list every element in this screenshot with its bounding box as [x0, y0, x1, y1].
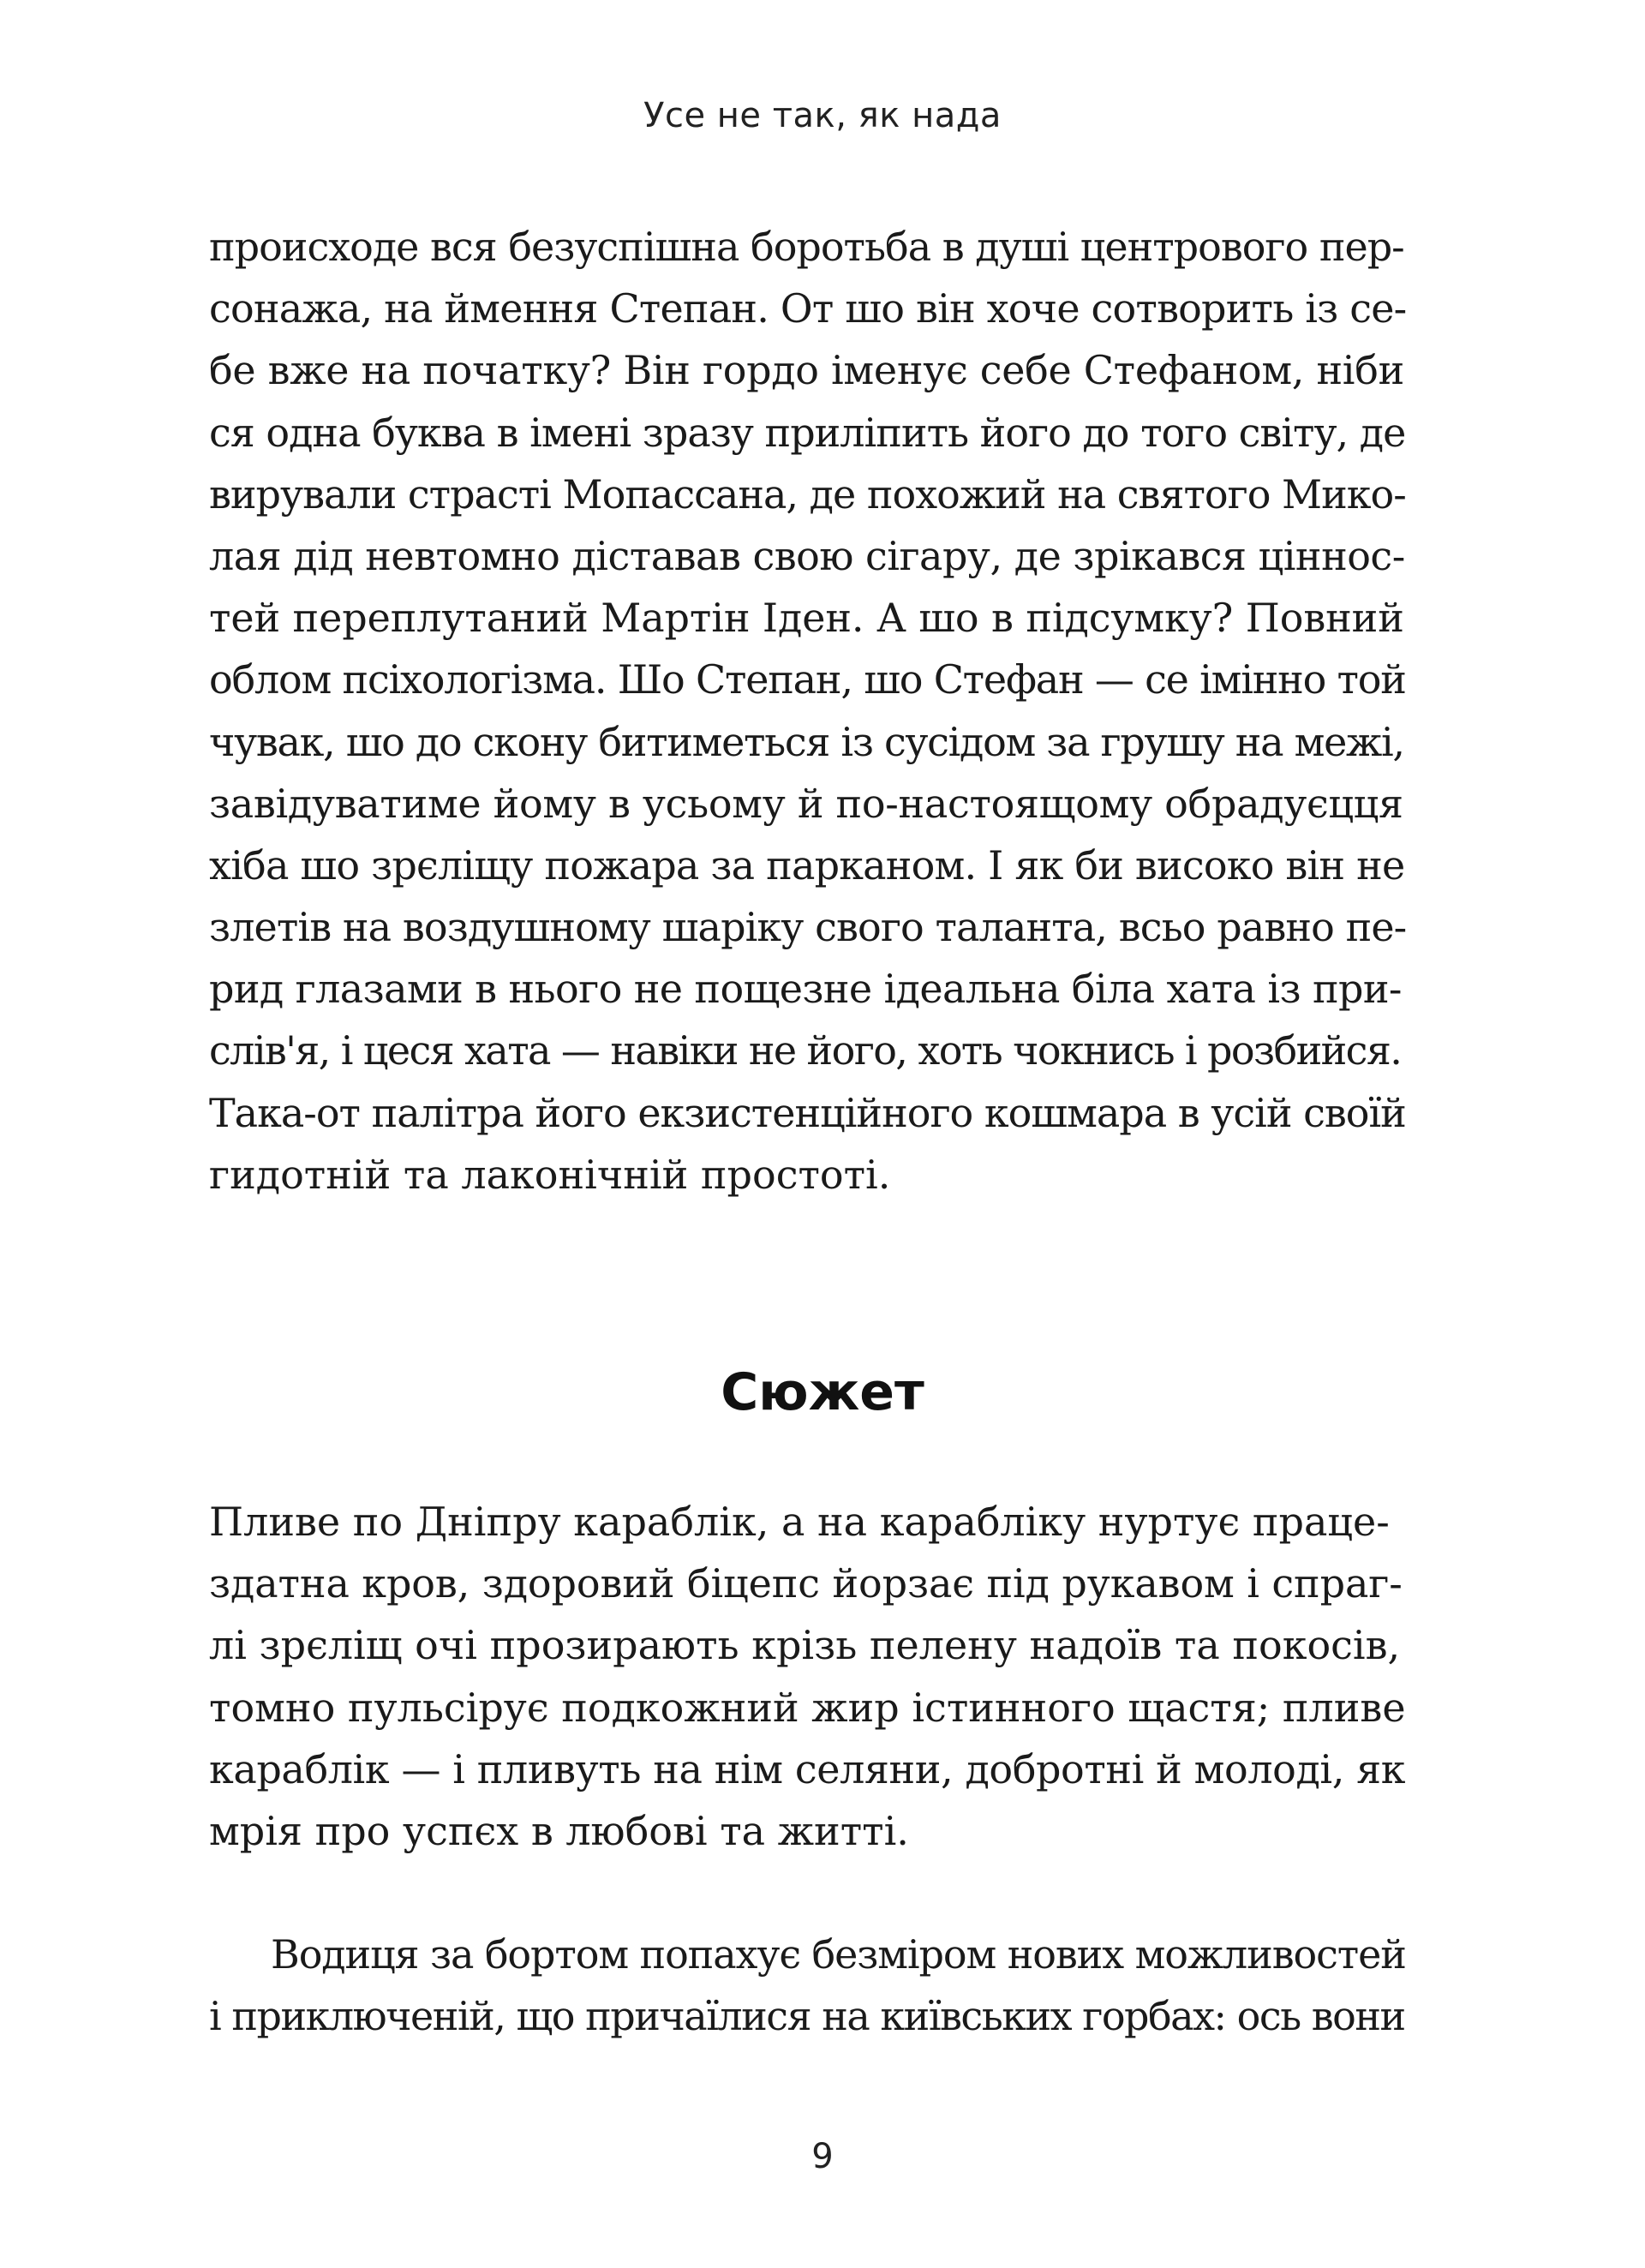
text-line: гидотній та лаконічній простоті. [209, 1151, 891, 1198]
text-line: происходе вся безуспішна боротьба в душі центрового пер- [209, 224, 1404, 270]
paragraph-2 [209, 1491, 1405, 1862]
text-line: лі зрєліщ очі прозирають крізь пелену надоїв та покосів, [209, 1622, 1401, 1669]
text-line: томно пульсірує подкожний жир істинного щастя; пливе [209, 1684, 1406, 1731]
running-header: Усе не так, як нада [643, 96, 1002, 135]
text-line: злетів на воздушному шаріку свого таланта, всьо равно пе- [209, 904, 1407, 951]
text-line: Водиця за бортом попахує безміром нових можливостей [271, 1931, 1406, 1978]
page-number: 9 [811, 2137, 834, 2176]
text-line: лая дід невтомно діставав свою сігару, де зрікався ціннос- [209, 532, 1405, 579]
section-heading: Сюжет [721, 1362, 924, 1422]
text-line: тей переплутаний Мартін Іден. А шо в підсумку? Повний [209, 595, 1404, 642]
text-line: Пливе по Дніпру караблік, а на караблiку нуртує праце- [209, 1499, 1390, 1545]
text-line: облом псіхологізма. Шо Степан, шо Стефан — се імінно той [209, 656, 1406, 703]
text-line: Така-от палітра його екзистенційного кошмара в усій своїй [209, 1089, 1406, 1136]
text-line: караблік — і пливуть на нім селяни, добротні й молоді, як [209, 1745, 1406, 1792]
text-line: і приключеній, що причаїлися на київських горбах: ось вони [209, 1993, 1405, 2040]
text-line: чувак, шо до скону битиметься із сусідом за грушу на межі, [209, 718, 1404, 765]
text-line: слів'я, і цеся хата — навіки не його, хоть чокнись і розбийся. [209, 1027, 1402, 1074]
text-line: завідуватиме йому в усьому й по-настоящому обрадуєцця [209, 780, 1403, 827]
text-line: вирували страсті Мопассана, де похожий на святого Мико- [209, 470, 1406, 518]
text-line: здатна кров, здоровий біцепс йорзає під рукавом і спраг- [209, 1560, 1403, 1607]
paragraph-1 [209, 216, 1405, 1206]
paragraph-3 [209, 1924, 1405, 2047]
text-line: хіба шо зрєліщу пожара за парканом. І як би високо він не [209, 841, 1405, 889]
text-line: сонажа, на ймення Степан. От шо він хоче сотворить із се- [209, 285, 1407, 332]
text-line: бе вже на початку? Він гордо іменує себе Стефаном, ніби [209, 347, 1404, 394]
text-line: ся одна буква в імені зразу приліпить його до того світу, де [209, 409, 1406, 456]
text-line: рид глазами в нього не пощезне ідеальна біла хата із при- [209, 966, 1402, 1013]
text-line: мрія про успєх в любові та життi. [209, 1807, 909, 1854]
